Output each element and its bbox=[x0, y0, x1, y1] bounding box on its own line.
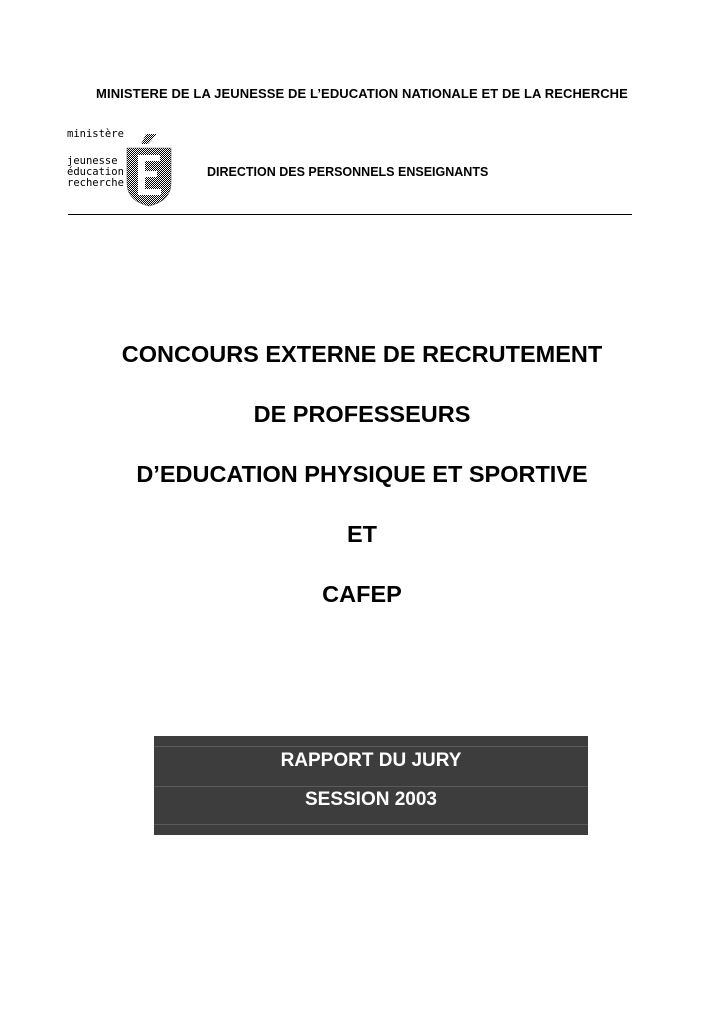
direction-label: DIRECTION DES PERSONNELS ENSEIGNANTS bbox=[207, 165, 489, 179]
logo-text-jeunesse: jeunesse bbox=[67, 155, 118, 167]
report-box-divider bbox=[154, 824, 588, 825]
document-title bbox=[0, 336, 724, 636]
letter-e-acute-emblem-icon bbox=[124, 131, 174, 207]
title-line-4: ET bbox=[346, 521, 378, 547]
report-session: SESSION 2003 bbox=[304, 789, 438, 810]
title-line-5: CAFEP bbox=[322, 581, 402, 607]
ministry-logo bbox=[67, 127, 175, 207]
report-title: RAPPORT DU JURY bbox=[280, 750, 462, 771]
ministry-header: MINISTERE DE LA JEUNESSE DE L’EDUCATION NATIONALE ET DE LA RECHERCHE bbox=[96, 86, 628, 101]
report-box bbox=[154, 736, 588, 835]
logo-text-education: éducation bbox=[67, 166, 124, 178]
report-box-divider bbox=[154, 746, 588, 747]
title-line-3: D’EDUCATION PHYSIQUE ET SPORTIVE bbox=[136, 461, 588, 487]
logo-text-recherche: recherche bbox=[67, 177, 124, 189]
header-divider bbox=[68, 214, 632, 215]
title-line-1: CONCOURS EXTERNE DE RECRUTEMENT bbox=[121, 341, 603, 367]
report-box-divider bbox=[154, 786, 588, 787]
logo-text-ministere: ministère bbox=[67, 128, 124, 140]
title-line-2: DE PROFESSEURS bbox=[253, 401, 471, 427]
